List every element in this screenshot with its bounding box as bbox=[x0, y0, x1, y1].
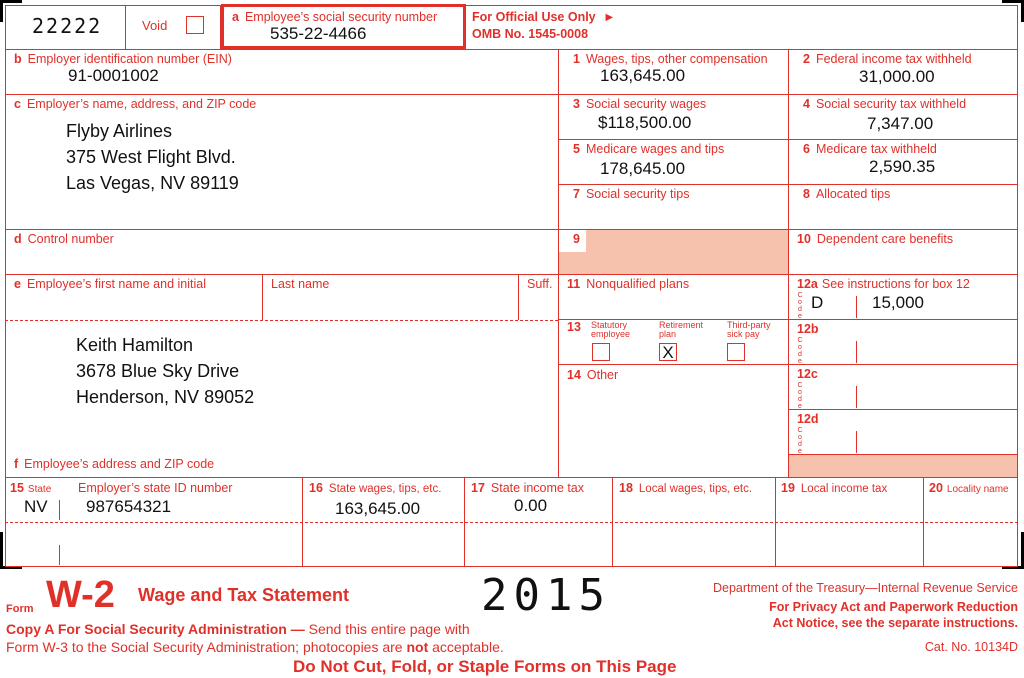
box4-label bbox=[803, 97, 966, 111]
hline-365-right bbox=[558, 364, 1018, 365]
box3-label bbox=[573, 97, 706, 111]
department-line: Department of the Treasury—Internal Revenue Service bbox=[712, 581, 1018, 595]
retirement-line1: Retirement bbox=[659, 320, 704, 330]
box16-value: 163,645.00 bbox=[335, 499, 421, 518]
official-use-arrow: ► bbox=[603, 10, 616, 24]
box3-label-text: Social security wages bbox=[585, 97, 707, 111]
box-a-value: 535-22-4466 bbox=[270, 24, 367, 43]
box18-label-text: Local wages, tips, etc. bbox=[638, 483, 753, 495]
dashed-line-522 bbox=[5, 522, 1018, 523]
box-a-label bbox=[232, 10, 437, 24]
box12a-num: 12a bbox=[797, 277, 818, 291]
box8-label bbox=[803, 187, 890, 201]
box-f-letter: f bbox=[14, 457, 19, 471]
box14-label-text: Other bbox=[586, 368, 619, 382]
employee-name: Keith Hamilton bbox=[76, 335, 194, 355]
form-code: 22222 bbox=[32, 14, 103, 38]
box9-shading-lower bbox=[559, 252, 589, 274]
box12b-code-letters bbox=[797, 337, 803, 365]
box6-value: 2,590.35 bbox=[869, 157, 936, 176]
box8-num: 8 bbox=[803, 187, 810, 201]
box7-num: 7 bbox=[573, 187, 580, 201]
code-letter: e bbox=[798, 313, 802, 320]
box11-label-text: Nonqualified plans bbox=[586, 277, 690, 291]
box15-employer-id-label: Employer’s state ID number bbox=[78, 481, 233, 495]
box15-num: 15 bbox=[10, 481, 24, 495]
box-a-label-text: Employee’s social security number bbox=[244, 10, 438, 24]
box2-num: 2 bbox=[803, 52, 810, 66]
code-letter: C bbox=[797, 427, 803, 434]
code-letter: o bbox=[798, 434, 802, 441]
box6-label-text: Medicare tax withheld bbox=[815, 142, 937, 156]
divider-19-20 bbox=[923, 478, 924, 567]
code-letter: d bbox=[798, 396, 802, 403]
box12c-label bbox=[797, 367, 824, 381]
copy-a-rest: Send this entire page with bbox=[304, 621, 470, 637]
divider-15-16 bbox=[302, 478, 303, 567]
third-party-sick-pay-label bbox=[727, 321, 771, 339]
divider-state-id bbox=[59, 500, 60, 520]
box10-label-text: Dependent care benefits bbox=[816, 232, 954, 246]
corner-mark-tl-v bbox=[0, 0, 3, 22]
form-title: Wage and Tax Statement bbox=[138, 585, 350, 605]
box17-label-text: State income tax bbox=[490, 481, 585, 495]
tax-year: 2015 bbox=[481, 570, 611, 621]
box19-label-text: Local income tax bbox=[800, 483, 888, 495]
box20-label bbox=[929, 481, 1009, 495]
box6-label bbox=[803, 142, 937, 156]
code-letter: o bbox=[798, 389, 802, 396]
hline-140-right bbox=[558, 139, 1018, 140]
divider-state-id-lower bbox=[59, 545, 60, 565]
box2-value: 31,000.00 bbox=[859, 67, 935, 86]
box11-num: 11 bbox=[567, 277, 581, 291]
box-c-label-text: Employer’s name, address, and ZIP code bbox=[26, 97, 257, 111]
box12b-num: 12b bbox=[797, 322, 819, 336]
hline-95 bbox=[5, 94, 1018, 95]
hline-275 bbox=[5, 274, 1018, 275]
box-e-label bbox=[14, 277, 206, 291]
thirdparty-line2: sick pay bbox=[727, 329, 760, 339]
box16-label-text: State wages, tips, etc. bbox=[328, 483, 442, 495]
retirement-line2: plan bbox=[659, 329, 677, 339]
privacy-line2: Act Notice, see the separate instructions. bbox=[772, 616, 1018, 630]
box12a-code-letters bbox=[797, 292, 803, 320]
box9-label bbox=[573, 232, 586, 246]
code-letter: e bbox=[798, 448, 802, 455]
box12d-code-letters bbox=[797, 427, 803, 455]
box-f-label bbox=[14, 457, 214, 471]
box1-label-text: Wages, tips, other compensation bbox=[585, 52, 768, 66]
box-b-letter: b bbox=[14, 52, 22, 66]
divider-last-suff bbox=[518, 275, 519, 320]
box15-label-text: State bbox=[27, 484, 52, 495]
box-d-label-text: Control number bbox=[27, 232, 114, 246]
box3-value: $118,500.00 bbox=[598, 113, 692, 132]
third-party-sick-pay-checkbox[interactable] bbox=[727, 343, 745, 361]
box3-num: 3 bbox=[573, 97, 580, 111]
box2-label bbox=[803, 52, 972, 66]
box5-label bbox=[573, 142, 724, 156]
box4-num: 4 bbox=[803, 97, 810, 111]
divider-16-17 bbox=[464, 478, 465, 567]
code-letter: C bbox=[797, 292, 803, 299]
box12a-code: D bbox=[811, 293, 824, 312]
box-b-label bbox=[14, 52, 232, 66]
box14-label bbox=[567, 368, 618, 382]
employer-name: Flyby Airlines bbox=[66, 121, 173, 141]
box9-num: 9 bbox=[573, 232, 580, 246]
box-b-label-text: Employer identification number (EIN) bbox=[27, 52, 232, 66]
code-letter: o bbox=[798, 299, 802, 306]
box14-num: 14 bbox=[567, 368, 581, 382]
box-a-letter: a bbox=[232, 10, 239, 24]
box12d-divider bbox=[856, 431, 857, 453]
employer-street: 375 West Flight Blvd. bbox=[66, 147, 236, 167]
box6-num: 6 bbox=[803, 142, 810, 156]
form-name: W-2 bbox=[46, 574, 115, 616]
box20-num: 20 bbox=[929, 481, 943, 495]
official-use-line1 bbox=[472, 10, 616, 24]
box15-id: 987654321 bbox=[86, 497, 172, 516]
omb-number: OMB No. 1545-0008 bbox=[472, 27, 589, 41]
box16-num: 16 bbox=[309, 481, 323, 495]
box12a-label-text: See instructions for box 12 bbox=[821, 277, 970, 291]
dashed-line-320-left bbox=[5, 320, 558, 321]
thirdparty-line1: Third-party bbox=[727, 320, 771, 330]
retirement-plan-label bbox=[659, 321, 703, 339]
divider-code-void bbox=[125, 5, 126, 50]
box4-value: 7,347.00 bbox=[867, 114, 934, 133]
box8-label-text: Allocated tips bbox=[815, 187, 891, 201]
statutory-line1: Statutory bbox=[591, 320, 628, 330]
box7-label-text: Social security tips bbox=[585, 187, 690, 201]
box-c-letter: c bbox=[14, 97, 21, 111]
divider-middle-right bbox=[788, 50, 789, 478]
box19-label bbox=[781, 481, 887, 495]
copy-a-line bbox=[6, 621, 470, 637]
hline-478 bbox=[5, 477, 1018, 478]
box15-state: NV bbox=[24, 497, 48, 516]
box2-label-text: Federal income tax withheld bbox=[815, 52, 972, 66]
box-e-letter: e bbox=[14, 277, 21, 291]
copy-a-bold: Copy A For Social Security Administration — bbox=[6, 621, 305, 637]
box12c-num: 12c bbox=[797, 367, 818, 381]
box-e-label-text: Employee’s first name and initial bbox=[26, 277, 206, 291]
box1-num: 1 bbox=[573, 52, 580, 66]
box11-label bbox=[567, 277, 689, 291]
box17-num: 17 bbox=[471, 481, 485, 495]
code-letter: C bbox=[797, 337, 803, 344]
do-not-cut-notice: Do Not Cut, Fold, or Staple Forms on This Page bbox=[293, 657, 677, 676]
suffix-label: Suff. bbox=[527, 277, 553, 291]
box18-label bbox=[619, 481, 752, 495]
box18-num: 18 bbox=[619, 481, 633, 495]
statutory-employee-checkbox[interactable] bbox=[592, 343, 610, 361]
statutory-line2: employee bbox=[591, 329, 631, 339]
hline-410-right12 bbox=[788, 409, 1018, 410]
box12d-label bbox=[797, 412, 825, 426]
box5-num: 5 bbox=[573, 142, 580, 156]
corner-mark-bl-v bbox=[0, 532, 3, 568]
box13-label bbox=[567, 320, 587, 334]
privacy-line1: For Privacy Act and Paperwork Reduction bbox=[769, 600, 1018, 614]
w3-line-a: Form W-3 to the Social Security Administration; photocopies are bbox=[6, 639, 407, 655]
code-letter: d bbox=[798, 441, 802, 448]
hline-230 bbox=[5, 229, 1018, 230]
box-b-value: 91-0001002 bbox=[68, 66, 159, 85]
box1-value: 163,645.00 bbox=[600, 66, 686, 85]
box19-num: 19 bbox=[781, 481, 795, 495]
form-word: Form bbox=[6, 603, 34, 615]
official-use-text: For Official Use Only bbox=[472, 10, 596, 24]
box9-shading bbox=[586, 230, 788, 274]
box16-label bbox=[309, 481, 441, 495]
divider-18-19 bbox=[775, 478, 776, 567]
box1-label bbox=[573, 52, 768, 66]
box13-num: 13 bbox=[567, 320, 581, 334]
box12c-code-letters bbox=[797, 382, 803, 410]
box-d-letter: d bbox=[14, 232, 22, 246]
w3-not: not bbox=[406, 639, 429, 655]
box10-label bbox=[797, 232, 953, 246]
code-letter: C bbox=[797, 382, 803, 389]
box12d-num: 12d bbox=[797, 412, 819, 426]
divider-17-18 bbox=[612, 478, 613, 567]
void-label: Void bbox=[142, 18, 168, 33]
void-checkbox[interactable] bbox=[186, 16, 204, 34]
employee-city: Henderson, NV 89052 bbox=[76, 387, 255, 407]
box17-label bbox=[471, 481, 584, 495]
w3-line bbox=[6, 639, 504, 655]
box15-label bbox=[10, 481, 51, 495]
statutory-employee-label bbox=[591, 321, 630, 339]
box4-label-text: Social security tax withheld bbox=[815, 97, 967, 111]
corner-mark-tl bbox=[0, 0, 22, 3]
code-letter: e bbox=[798, 403, 802, 410]
code-letter: d bbox=[798, 306, 802, 313]
box12a-divider bbox=[856, 296, 857, 318]
employee-street: 3678 Blue Sky Drive bbox=[76, 361, 240, 381]
box5-label-text: Medicare wages and tips bbox=[585, 142, 725, 156]
box-d-label bbox=[14, 232, 114, 246]
box12b-divider bbox=[856, 341, 857, 363]
box7-label bbox=[573, 187, 689, 201]
box12a-label bbox=[797, 277, 970, 291]
code-letter: e bbox=[798, 358, 802, 365]
box-f-label-text: Employee’s address and ZIP code bbox=[24, 457, 215, 471]
right-shading-strip bbox=[789, 455, 1017, 477]
box10-num: 10 bbox=[797, 232, 811, 246]
box12c-divider bbox=[856, 386, 857, 408]
employer-city: Las Vegas, NV 89119 bbox=[66, 173, 239, 193]
hline-185-right bbox=[558, 184, 1018, 185]
divider-first-last bbox=[262, 275, 263, 320]
w3-line-b: acceptable. bbox=[428, 639, 504, 655]
catalog-number: Cat. No. 10134D bbox=[924, 640, 1018, 654]
box12b-label bbox=[797, 322, 825, 336]
retirement-plan-checkbox[interactable]: X bbox=[659, 343, 677, 361]
box12a-value: 15,000 bbox=[872, 293, 924, 312]
box20-label-text: Locality name bbox=[946, 484, 1009, 495]
hline-320-right bbox=[558, 319, 1018, 320]
last-name-label: Last name bbox=[271, 277, 330, 291]
box17-value: 0.00 bbox=[514, 496, 548, 515]
box-c-label bbox=[14, 97, 256, 111]
code-letter: d bbox=[798, 351, 802, 358]
box5-value: 178,645.00 bbox=[600, 159, 686, 178]
code-letter: o bbox=[798, 344, 802, 351]
